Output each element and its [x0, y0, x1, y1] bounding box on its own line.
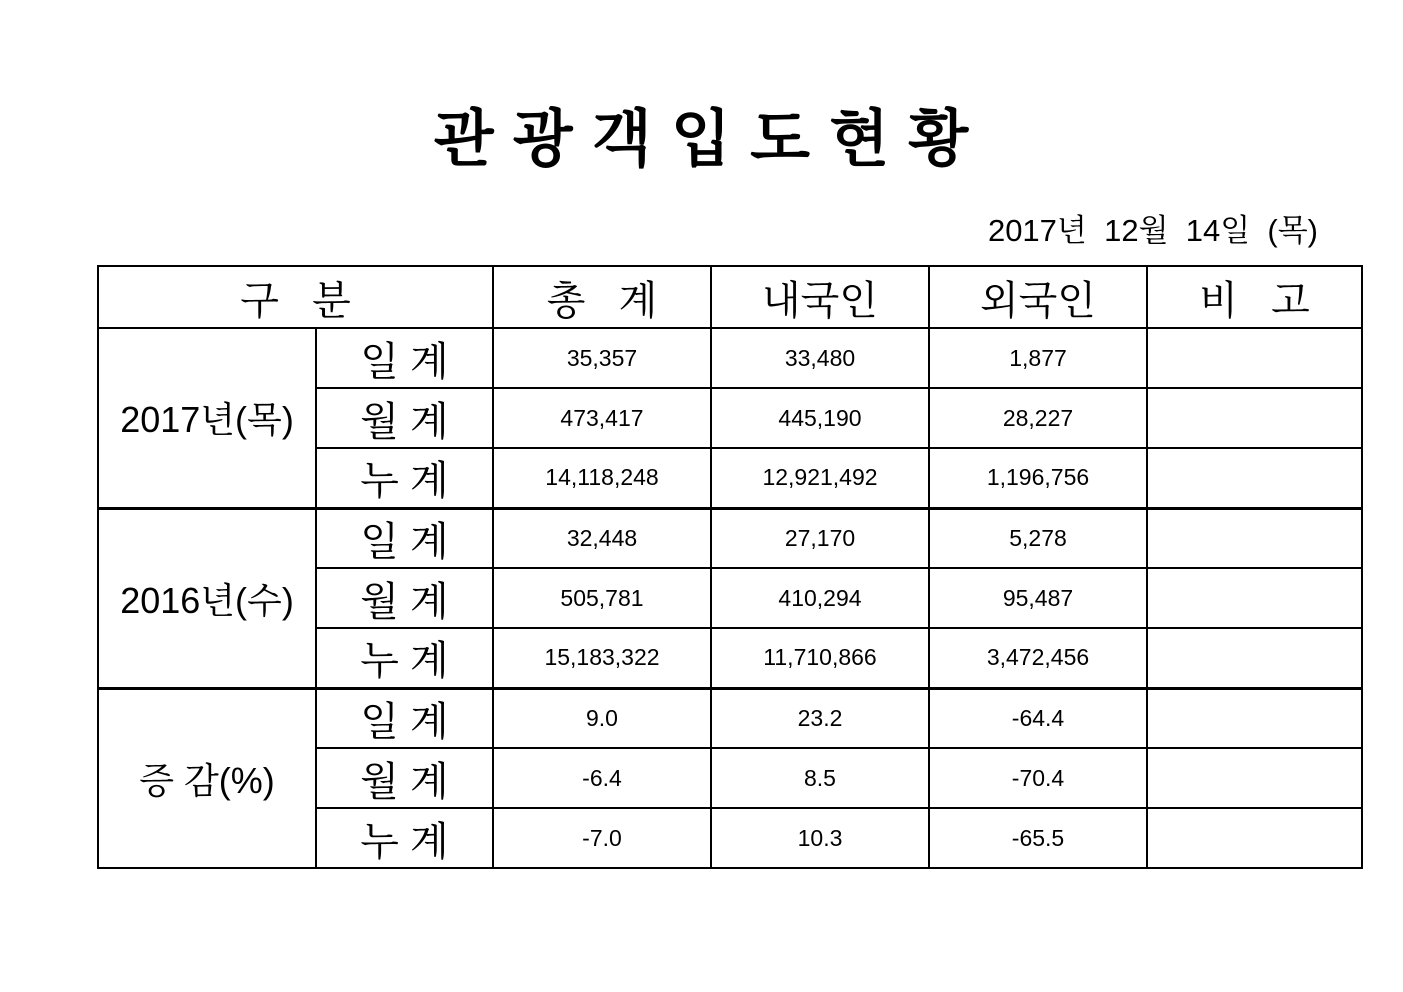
row-label-monthly: 월 계: [316, 748, 493, 808]
report-date: 2017년 12월 14일 (목): [987, 213, 1318, 248]
header-category: 구 분: [98, 266, 493, 328]
value-domestic: 8.5: [711, 748, 929, 808]
remarks-cell: [1147, 808, 1362, 868]
value-domestic: 27,170: [711, 508, 929, 568]
row-label-cumulative: 누 계: [316, 808, 493, 868]
value-total: 473,417: [493, 388, 711, 448]
value-foreign: -65.5: [929, 808, 1147, 868]
table-row: [98, 328, 1362, 388]
group-label-2016: 2016년(수): [98, 508, 316, 688]
remarks-cell: [1147, 628, 1362, 688]
value-foreign: -70.4: [929, 748, 1147, 808]
table-header-row: [98, 266, 1362, 328]
row-label-monthly: 월 계: [316, 388, 493, 448]
value-foreign: 1,877: [929, 328, 1147, 388]
header-domestic: 내국인: [711, 266, 929, 328]
value-total: 14,118,248: [493, 448, 711, 508]
value-domestic: 12,921,492: [711, 448, 929, 508]
value-total: -7.0: [493, 808, 711, 868]
group-label-2017: 2017년(목): [98, 328, 316, 508]
value-total: 35,357: [493, 328, 711, 388]
value-foreign: -64.4: [929, 688, 1147, 748]
row-label-daily: 일 계: [316, 328, 493, 388]
value-domestic: 445,190: [711, 388, 929, 448]
value-total: 9.0: [493, 688, 711, 748]
header-total: 총 계: [493, 266, 711, 328]
row-label-cumulative: 누 계: [316, 628, 493, 688]
header-foreign: 외국인: [929, 266, 1147, 328]
remarks-cell: [1147, 748, 1362, 808]
value-total: 15,183,322: [493, 628, 711, 688]
value-foreign: 95,487: [929, 568, 1147, 628]
value-total: 505,781: [493, 568, 711, 628]
remarks-cell: [1147, 508, 1362, 568]
remarks-cell: [1147, 568, 1362, 628]
value-total: 32,448: [493, 508, 711, 568]
table-row: [98, 508, 1362, 568]
value-foreign: 3,472,456: [929, 628, 1147, 688]
value-total: -6.4: [493, 748, 711, 808]
tourist-arrivals-table: [97, 265, 1363, 869]
table-row: [98, 688, 1362, 748]
row-label-monthly: 월 계: [316, 568, 493, 628]
value-foreign: 28,227: [929, 388, 1147, 448]
header-remarks: 비 고: [1147, 266, 1362, 328]
row-label-daily: 일 계: [316, 508, 493, 568]
value-domestic: 33,480: [711, 328, 929, 388]
group-label-change-pct: 증 감(%): [98, 688, 316, 868]
remarks-cell: [1147, 448, 1362, 508]
value-domestic: 11,710,866: [711, 628, 929, 688]
value-foreign: 1,196,756: [929, 448, 1147, 508]
value-domestic: 410,294: [711, 568, 929, 628]
value-domestic: 10.3: [711, 808, 929, 868]
row-label-daily: 일 계: [316, 688, 493, 748]
row-label-cumulative: 누 계: [316, 448, 493, 508]
remarks-cell: [1147, 328, 1362, 388]
value-foreign: 5,278: [929, 508, 1147, 568]
page-title: 관 광 객 입 도 현 황: [433, 105, 970, 174]
remarks-cell: [1147, 688, 1362, 748]
value-domestic: 23.2: [711, 688, 929, 748]
remarks-cell: [1147, 388, 1362, 448]
